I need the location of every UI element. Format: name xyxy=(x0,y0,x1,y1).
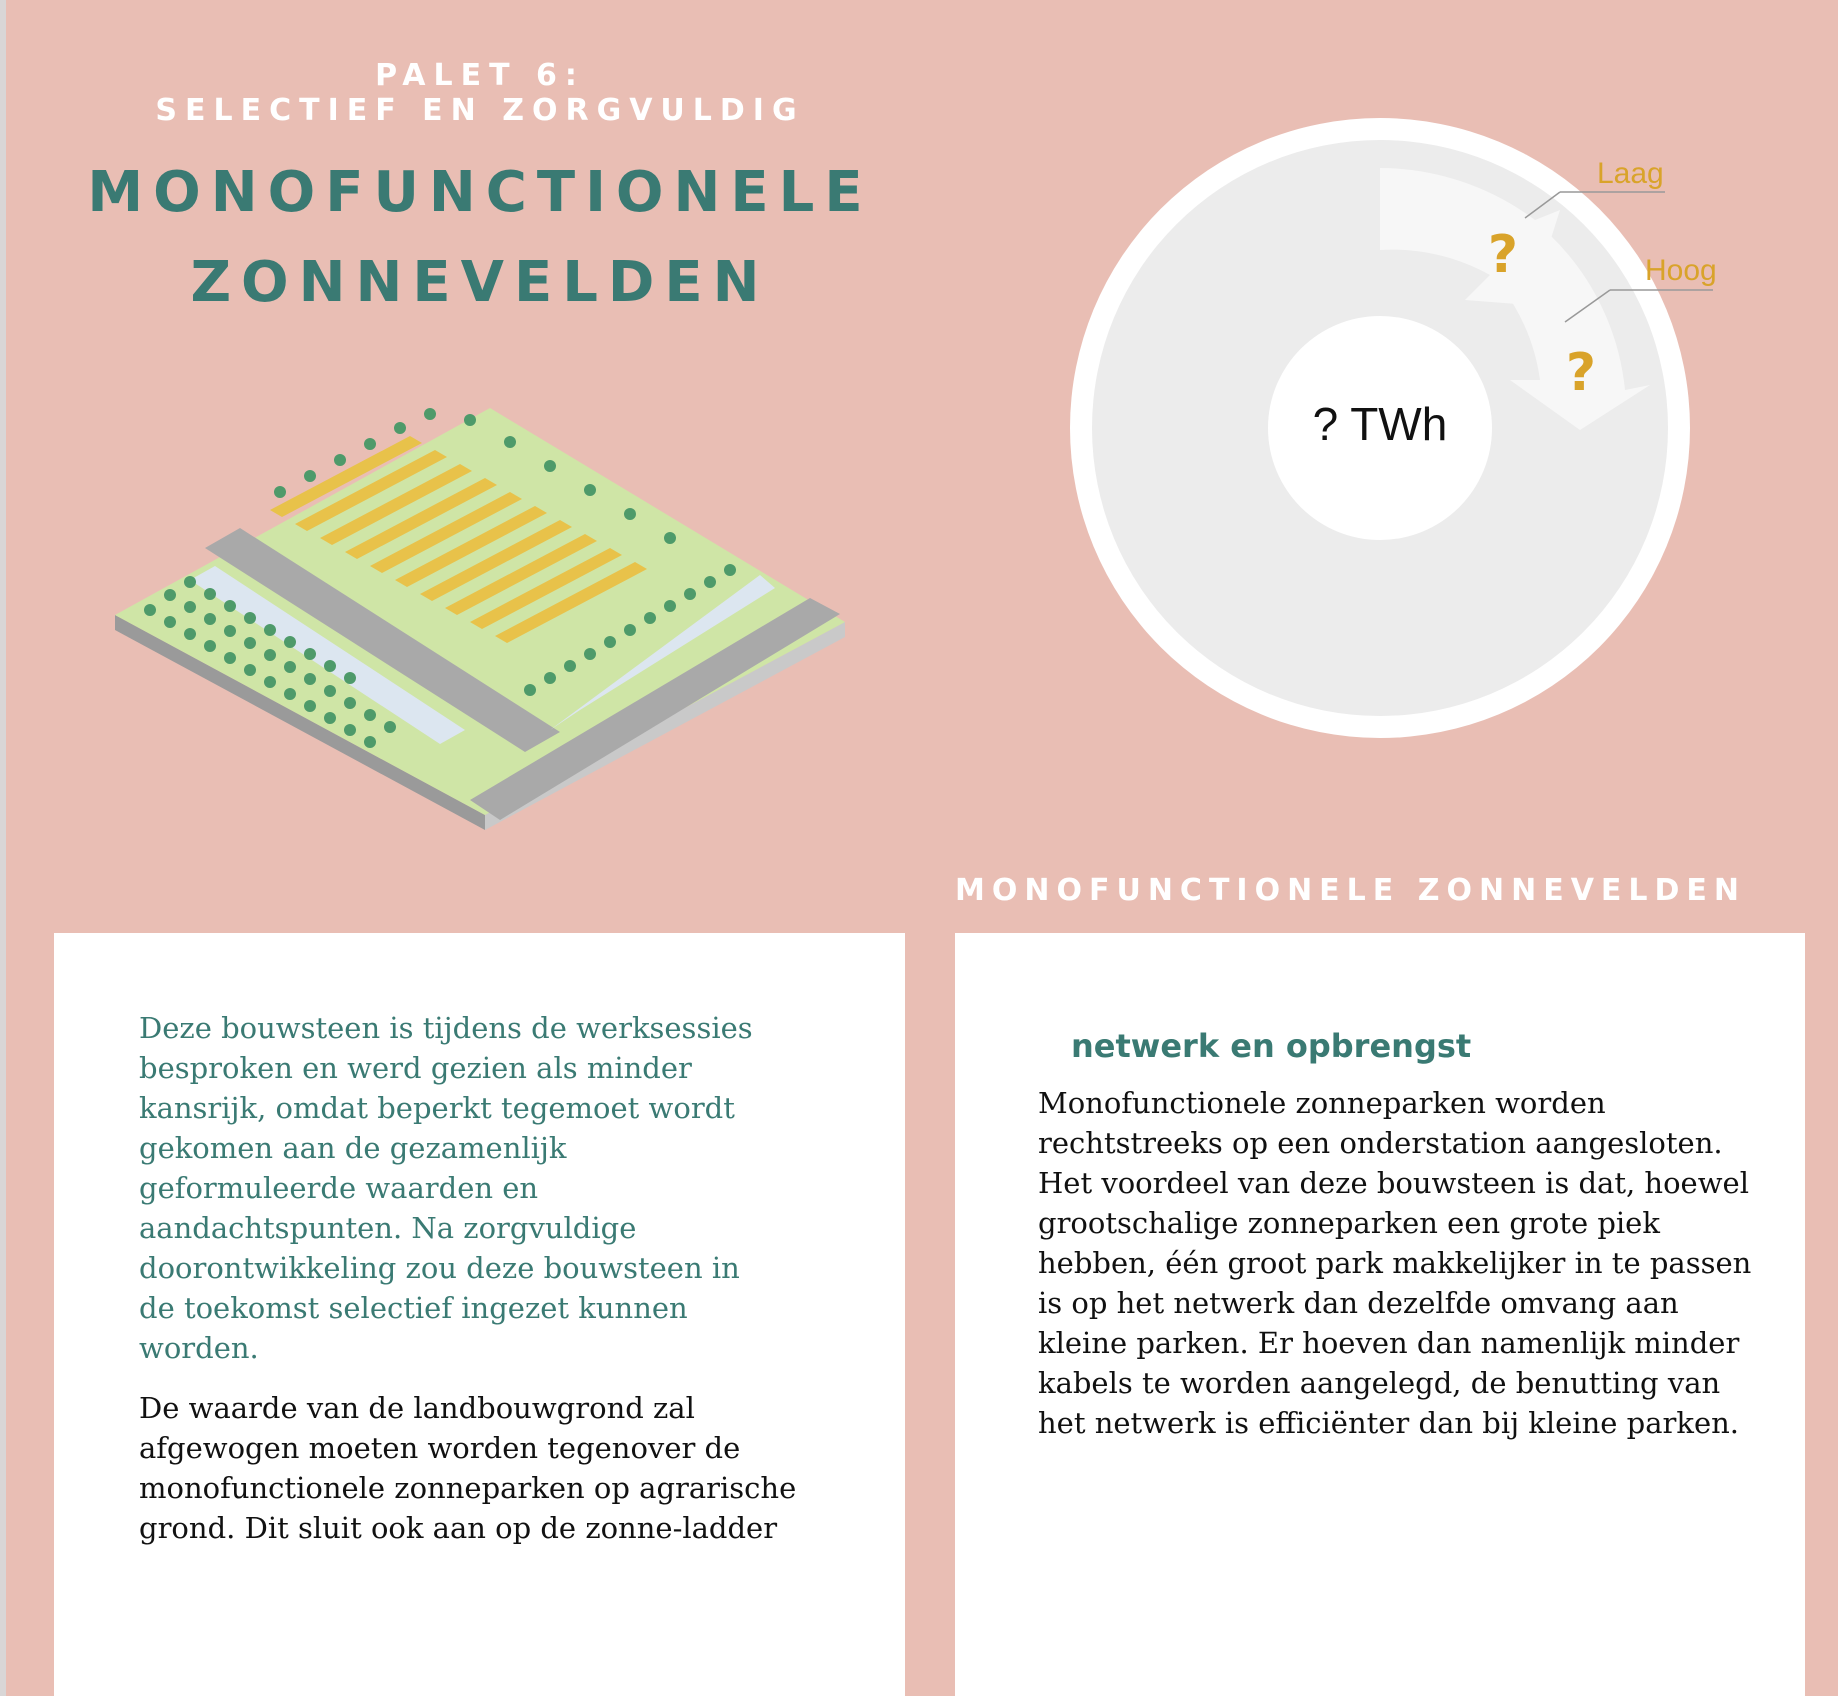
page-left-edge xyxy=(0,0,6,1696)
page-title-line2: ZONNEVELDEN xyxy=(190,250,770,315)
palette-name: SELECTIEF EN ZORGVULDIG xyxy=(155,93,805,128)
page-title-line1: MONOFUNCTIONELE xyxy=(87,160,873,225)
right-text-panel xyxy=(955,933,1805,1696)
farmland-paragraph: De waarde van de landbouwgrond zal afgewogen moeten worden tegenover de monofunctionele zonneparken op agrarische grond. Dit sluit ook aan op de zonne-ladder xyxy=(139,1391,797,1545)
network-yield-heading: netwerk en opbrengst xyxy=(1071,1027,1472,1065)
high-value-question-icon: ? xyxy=(1565,343,1597,403)
low-value-question-icon: ? xyxy=(1487,225,1519,285)
palette-number: PALET 6: xyxy=(375,58,585,93)
intro-paragraph: Deze bouwsteen is tijdens de werksessies besproken en werd gezien als minder kansrijk, omdat beperkt tegemoet wordt gekomen aan de gezamenlijk geformuleerde waarden en aandachtspunten. Na zorgvuldige doorontwikkeling zou deze bouwsteen in de toekomst selectief ingezet kunnen worden. xyxy=(139,1011,753,1365)
high-label: Hoog xyxy=(1645,254,1717,287)
energy-yield-diagram xyxy=(1060,100,1760,760)
low-label: Laag xyxy=(1597,157,1664,190)
network-paragraph: Monofunctionele zonneparken worden rechtstreeks op een onderstation aangesloten. Het voordeel van deze bouwsteen is dat, hoewel grootschalige zonneparken een grote piek hebben, één groot park makkelijker in te passen is op het netwerk dan dezelfde omvang aan kleine parken. Er hoeven dan namenlijk minder kabels te worden aangelegd, de benutting van het netwerk is efficiënter dan bij kleine parken. xyxy=(1038,1086,1752,1440)
left-text-panel xyxy=(54,933,905,1696)
solar-field-illustration xyxy=(110,400,860,840)
section-label: MONOFUNCTIONELE ZONNEVELDEN xyxy=(955,873,1747,908)
center-value-label: ? TWh xyxy=(1312,398,1448,450)
